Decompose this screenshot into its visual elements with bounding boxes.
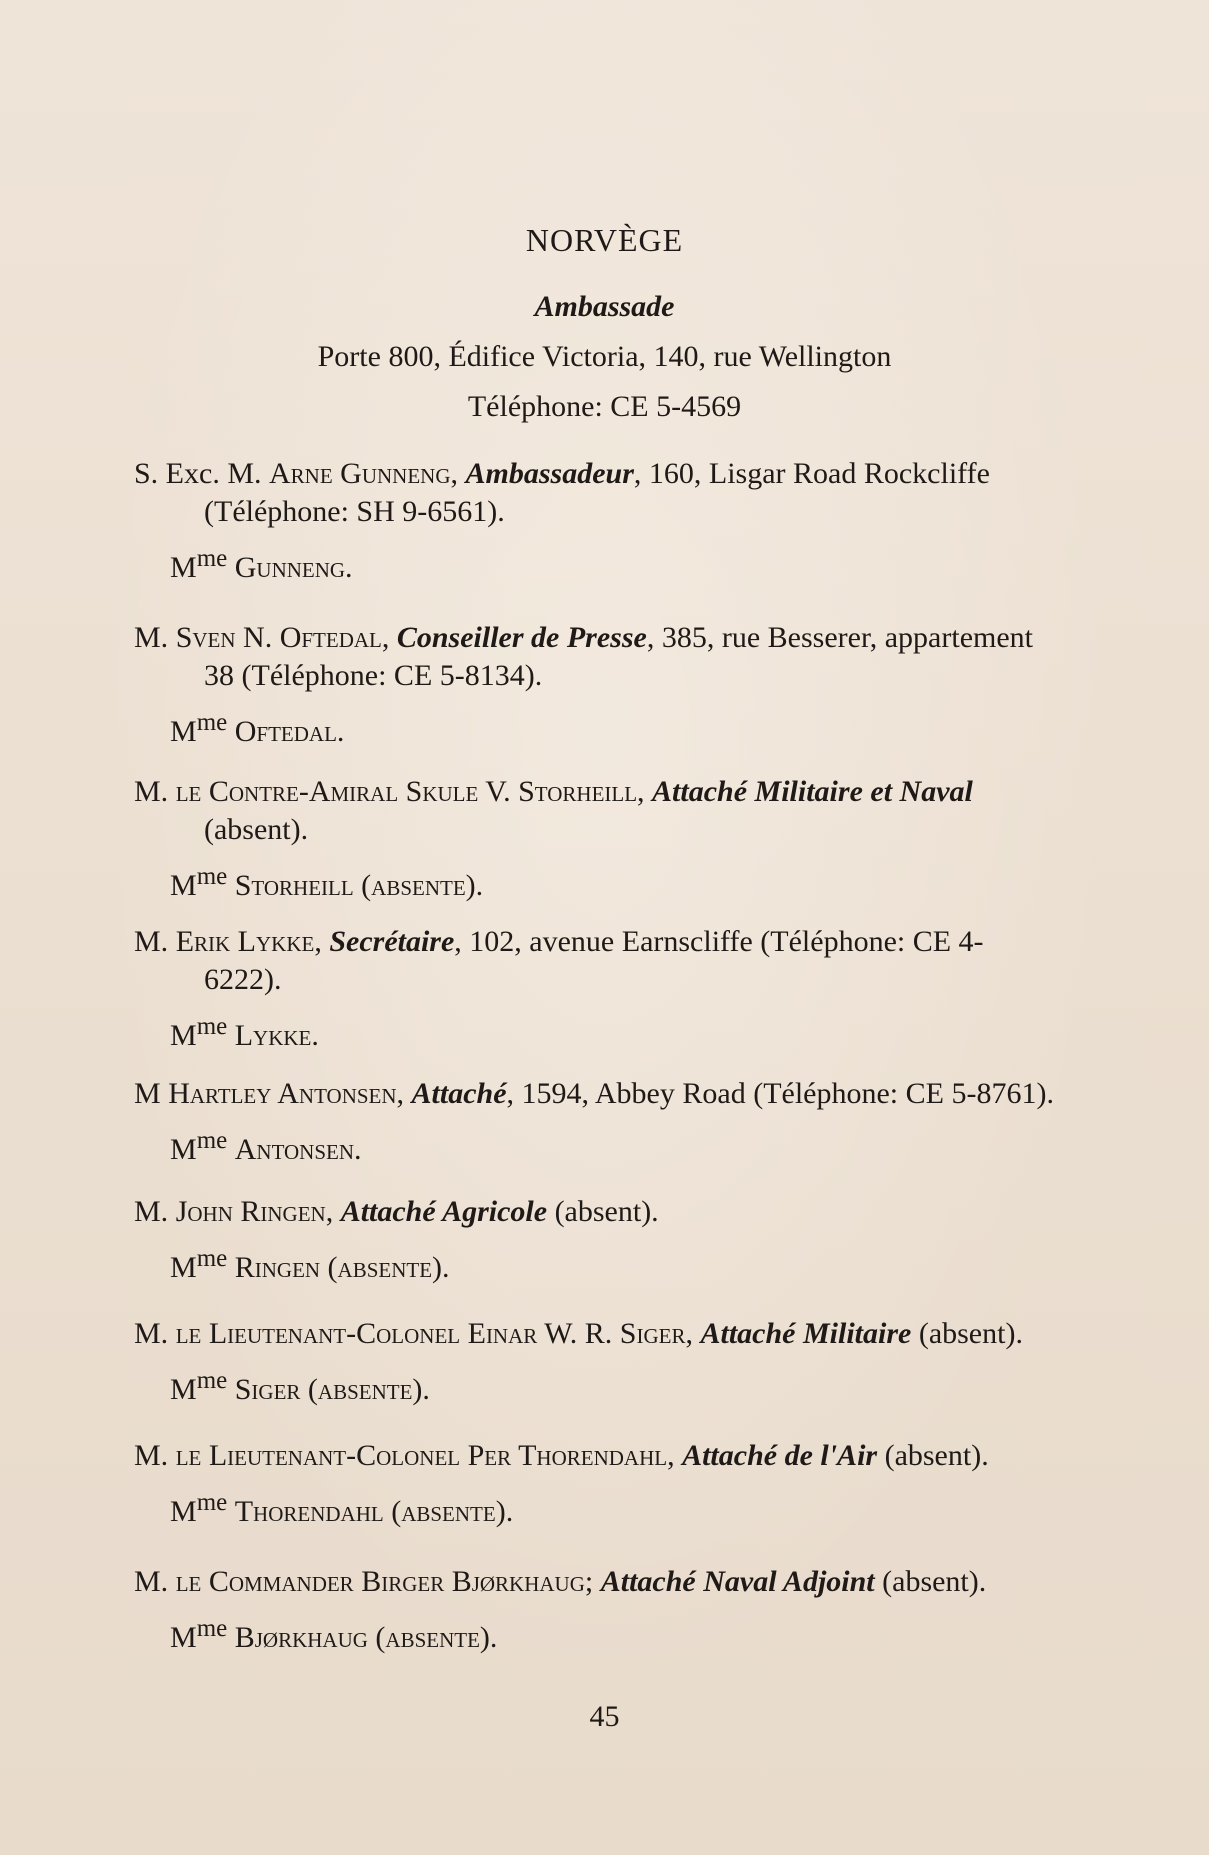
separator: , [450, 457, 466, 490]
spouse-line [134, 540, 1054, 587]
staff-title: Conseiller de Presse [396, 621, 647, 654]
staff-title: Attaché [411, 1077, 507, 1110]
staff-title: Attaché de l'Air [682, 1439, 878, 1472]
staff-entry [134, 923, 1054, 1055]
staff-name: John Ringen [175, 1195, 326, 1228]
staff-honorific: M. [134, 775, 176, 808]
staff-title: Attaché Militaire et Naval [652, 775, 973, 808]
madame-superscript: me [196, 709, 228, 736]
separator: , [325, 1195, 341, 1228]
staff-name: Erik Lykke [175, 925, 315, 958]
madame-prefix: M [170, 1133, 197, 1166]
madame-prefix: M [170, 1621, 197, 1654]
spouse-line [134, 1008, 1054, 1055]
madame-prefix: M [170, 715, 197, 748]
staff-line [134, 619, 1054, 695]
staff-entry [134, 455, 1054, 587]
staff-details: (absent). [918, 1317, 1023, 1350]
separator: , [685, 1317, 701, 1350]
country-heading: NORVÈGE [525, 222, 684, 258]
madame-prefix: M [170, 869, 197, 902]
madame-superscript: me [196, 1245, 228, 1272]
staff-honorific: M. [134, 1317, 176, 1350]
staff-details: 102, avenue Earnscliffe (Téléphone: CE 4-6222). [204, 925, 984, 996]
separator: , [381, 621, 397, 654]
madame-prefix: M [170, 1495, 197, 1528]
staff-line [134, 1563, 1054, 1601]
staff-details: (absent). [882, 1565, 987, 1598]
staff-honorific: M. [134, 1565, 176, 1598]
staff-line [134, 1193, 1054, 1231]
page-number: 45 [589, 1700, 620, 1733]
separator: , [637, 775, 653, 808]
spouse-name: Antonsen. [234, 1133, 362, 1166]
staff-name: le Commander Birger Bjørkhaug [175, 1565, 585, 1598]
staff-honorific: M. [134, 621, 176, 654]
madame-superscript: me [196, 545, 228, 572]
madame-superscript: me [196, 863, 228, 890]
madame-superscript: me [196, 1127, 228, 1154]
staff-line [134, 923, 1054, 999]
staff-entry [134, 619, 1054, 751]
spouse-name: Siger (absente). [234, 1373, 430, 1406]
spouse-name: Bjørkhaug (absente). [234, 1621, 498, 1654]
staff-line [134, 1437, 1054, 1475]
staff-entry [134, 1563, 1054, 1657]
staff-name: Hartley Antonsen [168, 1077, 397, 1110]
staff-honorific: M. [134, 1439, 176, 1472]
madame-prefix: M [170, 1373, 197, 1406]
staff-details: (absent). [204, 813, 309, 846]
staff-entry [134, 1075, 1054, 1169]
spouse-line [134, 1122, 1054, 1169]
staff-honorific: S. Exc. M. [134, 457, 269, 490]
spouse-line [134, 1362, 1054, 1409]
staff-details: (absent). [884, 1439, 989, 1472]
mission-phone: Téléphone: CE 5-4569 [467, 390, 742, 423]
staff-honorific: M. [134, 1195, 176, 1228]
separator: ; [584, 1565, 601, 1598]
spouse-line [134, 704, 1054, 751]
madame-prefix: M [170, 1019, 197, 1052]
spouse-name: Lykke. [234, 1019, 319, 1052]
staff-name: le Lieutenant-Colonel Per Thorendahl [175, 1439, 668, 1472]
staff-details: 385, rue Besserer, appartement 38 (Téléphone: CE 5-8134). [204, 621, 1033, 692]
mission-address: Porte 800, Édifice Victoria, 140, rue Wellington [317, 340, 892, 373]
spouse-name: Thorendahl (absente). [234, 1495, 514, 1528]
separator: , [667, 1439, 683, 1472]
staff-line [134, 1315, 1054, 1353]
staff-honorific: M [134, 1077, 169, 1110]
staff-title: Attaché Naval Adjoint [600, 1565, 875, 1598]
madame-prefix: M [170, 551, 197, 584]
staff-line [134, 1075, 1054, 1113]
staff-name: Sven N. Oftedal [175, 621, 382, 654]
spouse-line [134, 1240, 1054, 1287]
mission-type: Ambassade [534, 290, 675, 323]
staff-title: Ambassadeur [465, 457, 634, 490]
spouse-line [134, 1484, 1054, 1531]
separator: , [646, 621, 662, 654]
staff-title: Attaché Militaire [700, 1317, 912, 1350]
separator: , [454, 925, 470, 958]
madame-superscript: me [196, 1489, 228, 1516]
staff-entry [134, 1193, 1054, 1287]
staff-details: 1594, Abbey Road (Téléphone: CE 5-8761). [521, 1077, 1054, 1110]
staff-line [134, 455, 1054, 531]
staff-name: le Lieutenant-Colonel Einar W. R. Siger [175, 1317, 686, 1350]
spouse-name: Oftedal. [234, 715, 345, 748]
separator: , [633, 457, 649, 490]
madame-prefix: M [170, 1251, 197, 1284]
spouse-line [134, 858, 1054, 905]
staff-entry [134, 773, 1054, 905]
staff-line [134, 773, 1054, 849]
separator: , [396, 1077, 412, 1110]
staff-list [134, 455, 1054, 1657]
staff-name: Arne Gunneng [269, 457, 451, 490]
spouse-name: Gunneng. [234, 551, 353, 584]
staff-details: 160, Lisgar Road Rockcliffe (Téléphone: SH 9-6561). [204, 457, 990, 528]
madame-superscript: me [196, 1367, 228, 1394]
staff-entry [134, 1315, 1054, 1409]
staff-title: Attaché Agricole [340, 1195, 548, 1228]
staff-name: le Contre-Amiral Skule V. Storheill [175, 775, 638, 808]
spouse-name: Storheill (absente). [234, 869, 484, 902]
spouse-line [134, 1610, 1054, 1657]
staff-honorific: M. [134, 925, 176, 958]
madame-superscript: me [196, 1615, 228, 1642]
staff-entry [134, 1437, 1054, 1531]
staff-title: Secrétaire [329, 925, 455, 958]
spouse-name: Ringen (absente). [234, 1251, 450, 1284]
madame-superscript: me [196, 1013, 228, 1040]
separator: , [314, 925, 330, 958]
staff-details: (absent). [554, 1195, 659, 1228]
separator: , [506, 1077, 522, 1110]
